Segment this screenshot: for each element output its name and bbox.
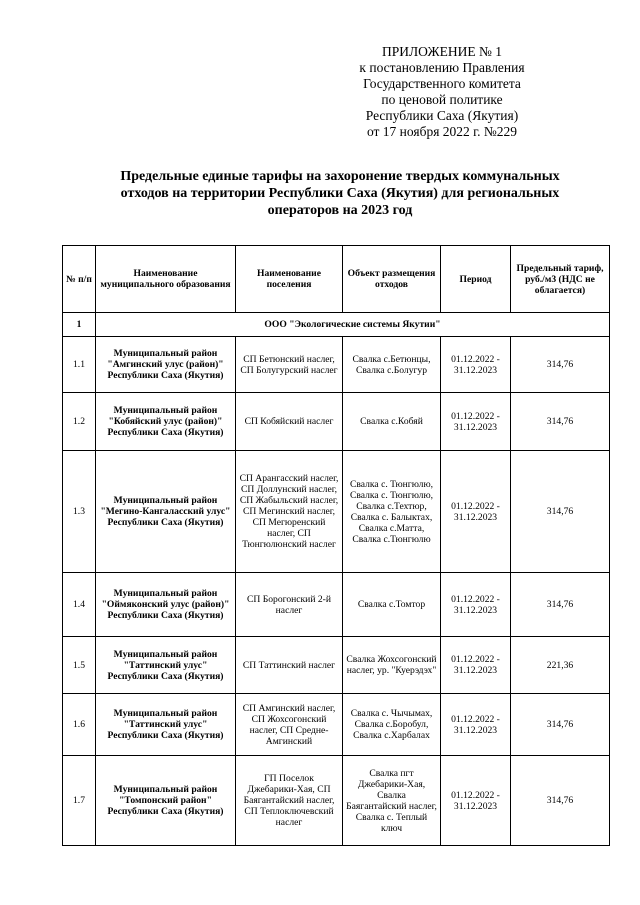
cell-object: Свалка пгт Джебарики-Хая, Свалка Баягантайский наслег, Свалка с. Теплый ключ	[343, 756, 441, 846]
appendix-line: Республики Саха (Якутия)	[365, 108, 519, 123]
cell-object: Свалка с.Кобяй	[343, 393, 441, 451]
cell-num: 1.6	[63, 694, 96, 756]
cell-settlement: ГП Поселок Джебарики-Хая, СП Баягантайский наслег, СП Теплоключевский наслег	[236, 756, 343, 846]
cell-municipality: Муниципальный район "Таттинский улус" Республики Саха (Якутия)	[96, 637, 236, 694]
table-row	[63, 637, 610, 694]
table-row	[63, 694, 610, 756]
cell-period: 01.12.2022 - 31.12.2023	[441, 451, 511, 573]
cell-settlement: СП Амгинский наслег, СП Жохсогонский наслег, СП Средне-Амгинский	[236, 694, 343, 756]
tariff-table	[62, 245, 610, 846]
table-row	[63, 393, 610, 451]
cell-municipality: Муниципальный район "Амгинский улус (район)" Республики Саха (Якутия)	[96, 337, 236, 393]
group-name: ООО "Экологические системы Якутии"	[96, 313, 610, 337]
table-row	[63, 337, 610, 393]
cell-period: 01.12.2022 - 31.12.2023	[441, 756, 511, 846]
cell-municipality: Муниципальный район "Таттинский улус" Республики Саха (Якутия)	[96, 694, 236, 756]
group-row	[63, 313, 610, 337]
cell-object: Свалка с. Чычымах, Свалка с.Боробул, Свалка с.Харбалах	[343, 694, 441, 756]
cell-settlement: СП Бетюнский наслег, СП Болугурский наслег	[236, 337, 343, 393]
cell-object: Свалка Жохсогонский наслег, ур. "Куерэдэх"	[343, 637, 441, 694]
cell-settlement: СП Таттинский наслег	[236, 637, 343, 694]
cell-period: 01.12.2022 - 31.12.2023	[441, 637, 511, 694]
header-period: Период	[441, 246, 511, 313]
table-header-row	[63, 246, 610, 313]
cell-tariff: 314,76	[511, 573, 610, 637]
title-line: операторов на 2023 год	[267, 203, 413, 218]
group-num: 1	[63, 313, 96, 337]
appendix-line: по ценовой политике	[381, 92, 503, 107]
appendix-line: Государственного комитета	[363, 76, 521, 91]
cell-settlement: СП Арангасский наслег, СП Доллунский наслег, СП Жабыльский наслег, СП Мегинский наслег, СП Мегюренский наслег, СП Тюнгюлюнский наслег	[236, 451, 343, 573]
cell-object: Свалка с.Бетюнцы, Свалка с.Болугур	[343, 337, 441, 393]
appendix-line: ПРИЛОЖЕНИЕ № 1	[381, 44, 503, 59]
cell-period: 01.12.2022 - 31.12.2023	[441, 694, 511, 756]
cell-num: 1.2	[63, 393, 96, 451]
cell-object: Свалка с.Томтор	[343, 573, 441, 637]
cell-settlement: СП Борогонский 2-й наслег	[236, 573, 343, 637]
cell-tariff: 314,76	[511, 337, 610, 393]
cell-municipality: Муниципальный район "Кобяйский улус (район)" Республики Саха (Якутия)	[96, 393, 236, 451]
header-municipality: Наименование муниципального образования	[96, 246, 236, 313]
cell-municipality: Муниципальный район "Оймяконский улус (район)" Республики Саха (Якутия)	[96, 573, 236, 637]
header-tariff: Предельный тариф, руб./м3 (НДС не облагается)	[511, 246, 610, 313]
cell-num: 1.3	[63, 451, 96, 573]
title-line: Предельные единые тарифы на захоронение твердых коммунальных	[120, 169, 560, 184]
cell-period: 01.12.2022 - 31.12.2023	[441, 337, 511, 393]
cell-num: 1.4	[63, 573, 96, 637]
cell-object: Свалка с. Тюнгюлю, Свалка с. Тюнгюлю, Свалка с.Техтюр, Свалка с. Балыктах, Свалка с.Матта, Свалка с.Тюнгюлю	[343, 451, 441, 573]
cell-tariff: 314,76	[511, 451, 610, 573]
cell-num: 1.5	[63, 637, 96, 694]
document-title	[70, 168, 610, 219]
table-row	[63, 451, 610, 573]
cell-tariff: 314,76	[511, 694, 610, 756]
appendix-line: от 17 ноября 2022 г. №229	[366, 124, 518, 139]
header-num: № п/п	[63, 246, 96, 313]
cell-municipality: Муниципальный район "Томпонский район" Республики Саха (Якутия)	[96, 756, 236, 846]
appendix-line: к постановлению Правления	[359, 60, 525, 75]
table-row	[63, 756, 610, 846]
header-settlement: Наименование поселения	[236, 246, 343, 313]
cell-period: 01.12.2022 - 31.12.2023	[441, 393, 511, 451]
table-row	[63, 573, 610, 637]
cell-tariff: 314,76	[511, 393, 610, 451]
cell-tariff: 221,36	[511, 637, 610, 694]
appendix-header	[312, 44, 572, 140]
cell-municipality: Муниципальный район "Мегино-Кангаласский улус" Республики Саха (Якутия)	[96, 451, 236, 573]
cell-settlement: СП Кобяйский наслег	[236, 393, 343, 451]
cell-num: 1.7	[63, 756, 96, 846]
header-object: Объект размещения отходов	[343, 246, 441, 313]
cell-tariff: 314,76	[511, 756, 610, 846]
cell-period: 01.12.2022 - 31.12.2023	[441, 573, 511, 637]
title-line: отходов на территории Республики Саха (Якутия) для региональных	[120, 186, 560, 201]
cell-num: 1.1	[63, 337, 96, 393]
